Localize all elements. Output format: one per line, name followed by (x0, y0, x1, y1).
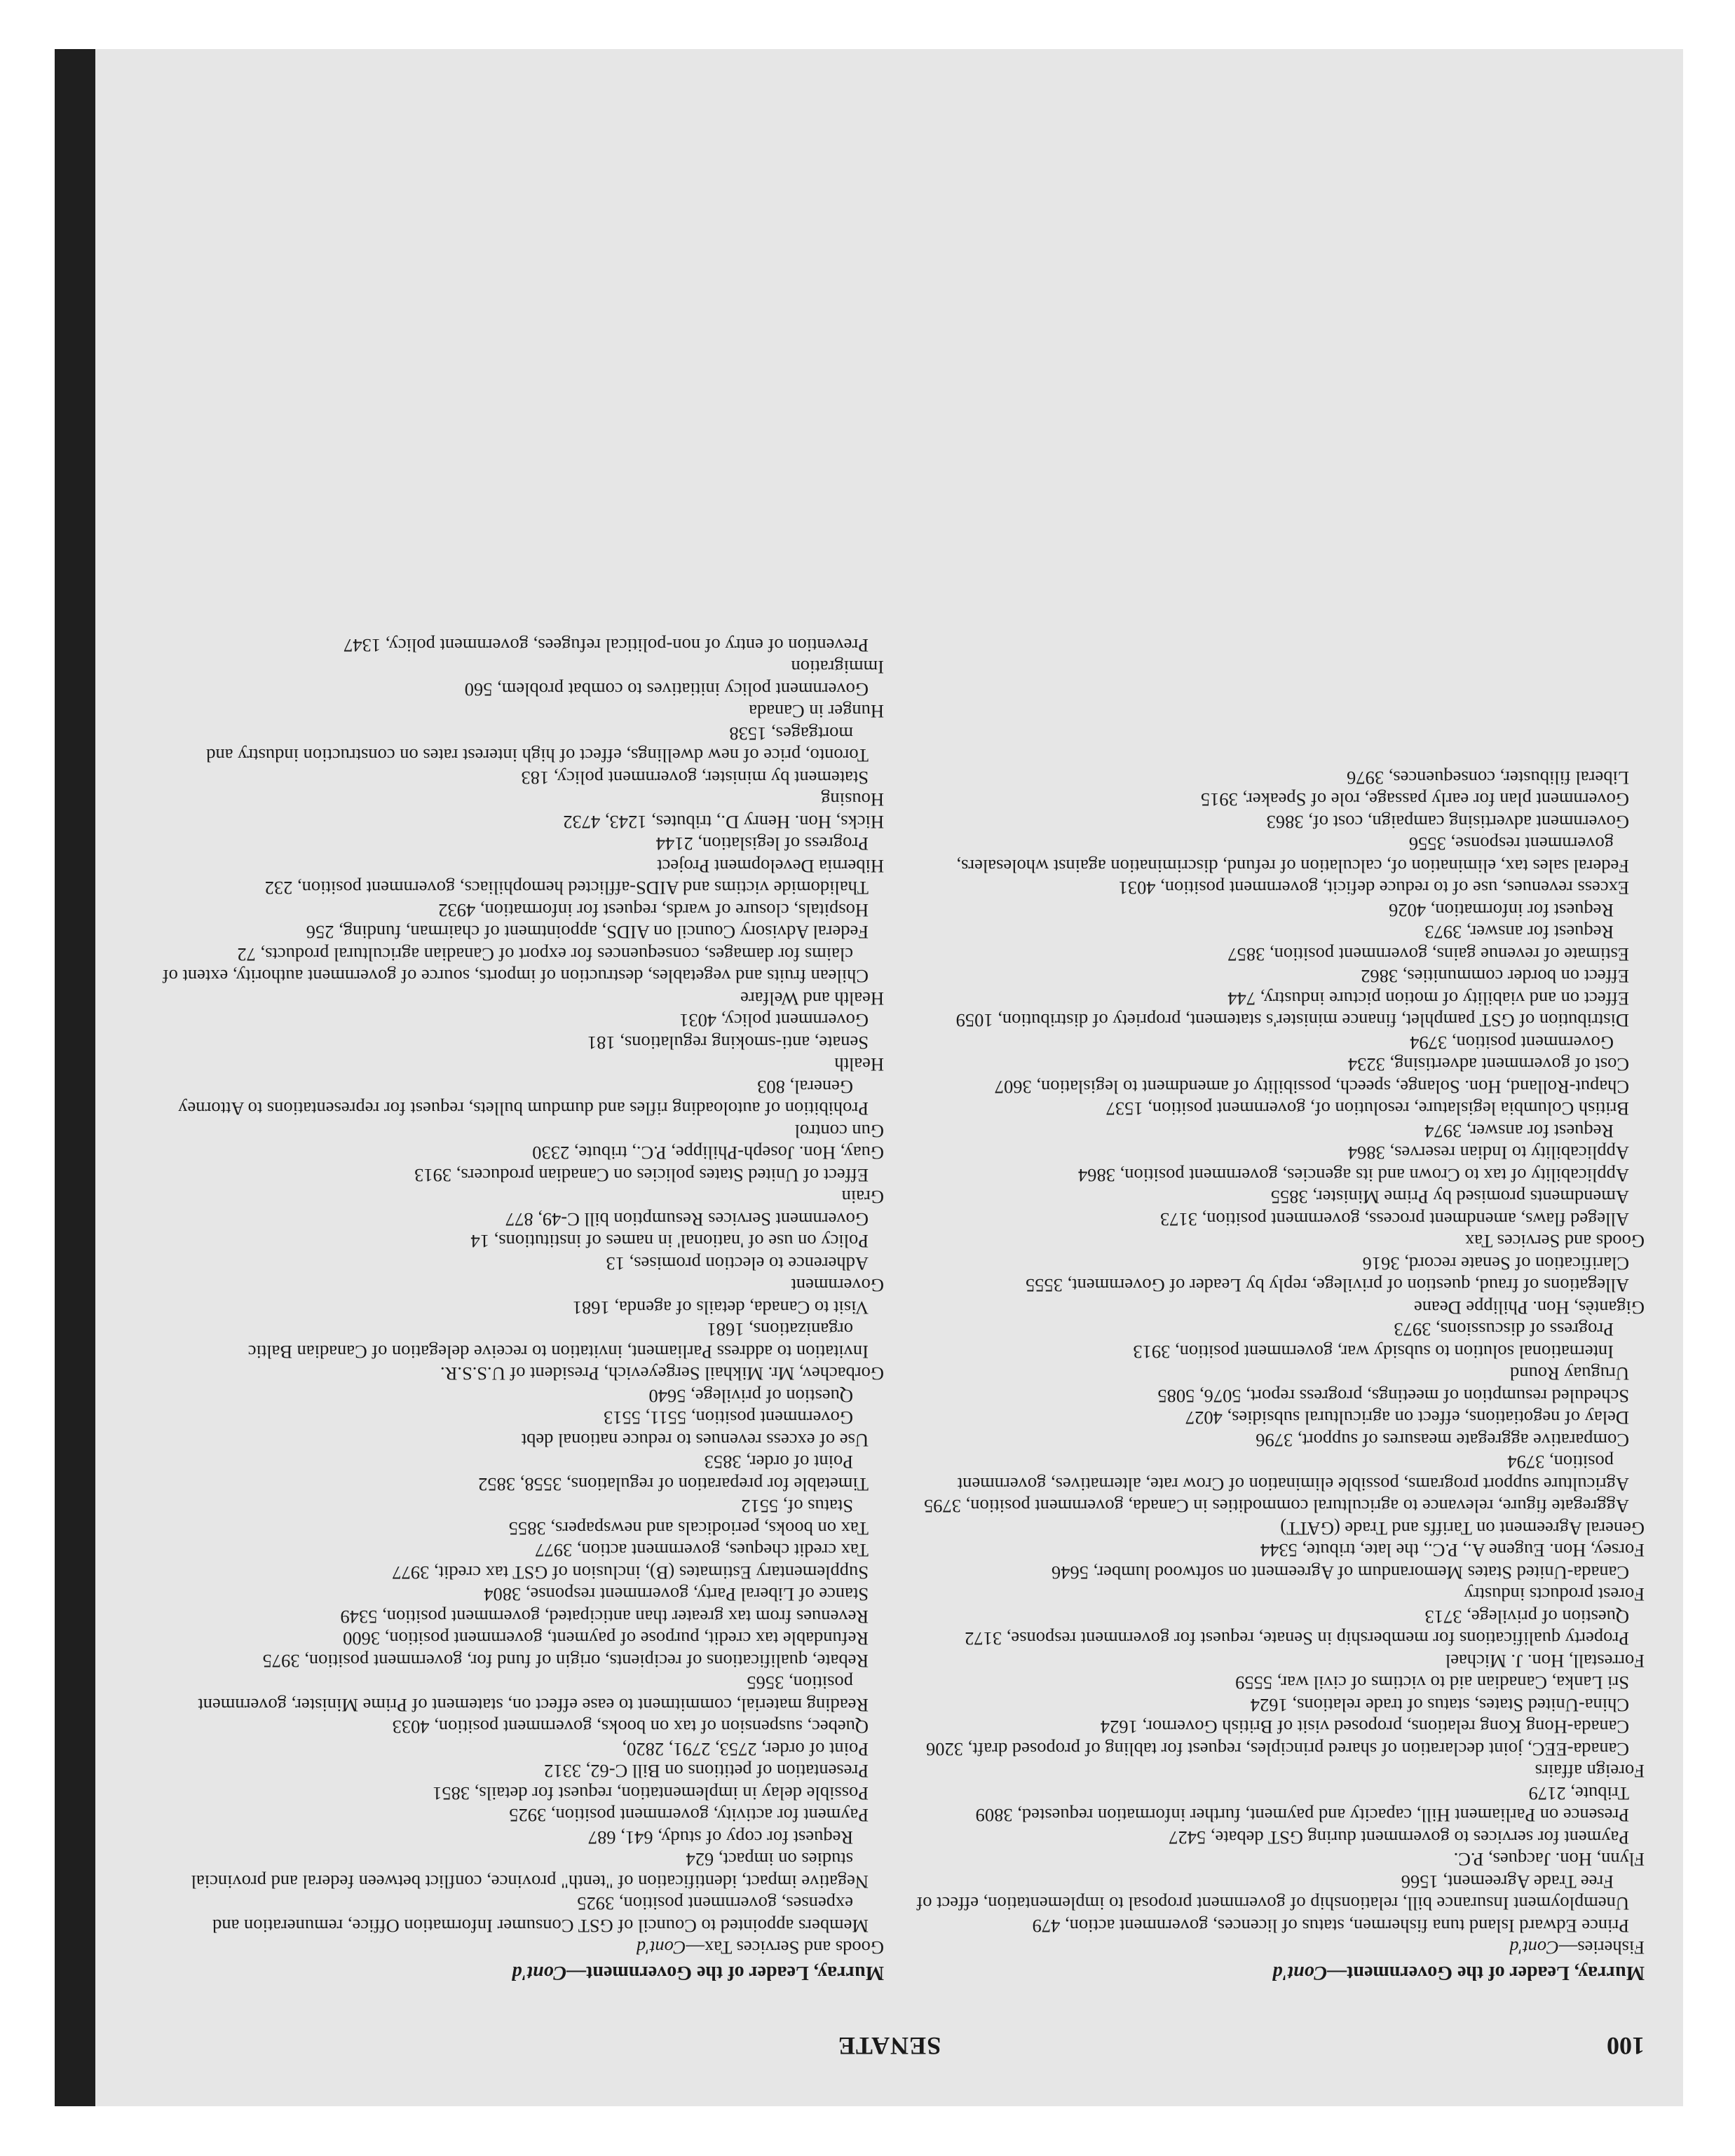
entry-text: Applicability to Indian reserves, 3864 (1347, 1142, 1629, 1164)
index-entry (916, 767, 1645, 789)
entry-text: Prohibition of autoloading rifles and dumdum bullets, request for representations to Attorney General, 803 (178, 1077, 869, 1120)
index-entry (916, 988, 1645, 1010)
entry-text: Tax on books, periodicals and newspapers, 3855 (508, 1518, 869, 1539)
index-entry (155, 921, 884, 943)
entry-text: Reading material, commitment to ease effect on, statement of Prime Minister, government position, 3565 (198, 1672, 869, 1716)
index-entry: Fisheries—Cont'd (1509, 1937, 1645, 1959)
index-entry (155, 1473, 884, 1496)
index-entry (155, 1628, 884, 1650)
index-entry (155, 1716, 884, 1738)
index-entry (155, 1738, 884, 1761)
entry-text: Hospitals, closure of wards, request for information, 4932 (438, 900, 869, 921)
index-entry (916, 1407, 1645, 1429)
entry-text: Housing (821, 789, 884, 811)
index-entry (155, 1804, 884, 1827)
entry-cont: Cont'd (1509, 1937, 1559, 1959)
entry-text: Government plan for early passage, role of Speaker, 3915 (1200, 789, 1629, 811)
entry-text: Hibernia Development Project (657, 856, 884, 877)
index-entry (916, 1628, 1645, 1650)
index-entry (916, 921, 1645, 943)
index-entry (155, 634, 884, 657)
index-entry (155, 1539, 884, 1562)
entry-text: Canada-EEC, joint declaration of shared principles, request for tabling of proposed draft, 3206 (925, 1739, 1629, 1760)
index-entry (916, 1186, 1645, 1208)
entry-text: China-United States, status of trade relations, 1624 (1250, 1695, 1629, 1716)
entry-text: Forrestall, Hon. J. Michael (1445, 1651, 1645, 1672)
entry-text: Applicability of tax to Crown and its agencies, government position, 3864 (1077, 1165, 1629, 1186)
index-entry (155, 1495, 884, 1517)
index-entry (155, 1606, 884, 1628)
entry-cont: Cont'd (637, 1937, 686, 1959)
index-entry (916, 1827, 1645, 1849)
index-entry (916, 1142, 1645, 1164)
index-entry (155, 1032, 884, 1054)
index-entry (155, 855, 884, 878)
index-entry (155, 1562, 884, 1584)
index-entry (155, 1848, 884, 1892)
entry-text: Property qualifications for membership in Senate, request for government response, 3172 (965, 1628, 1629, 1650)
column-heading: Murray, Leader of the Government—Cont'd (512, 1962, 884, 1984)
entry-text: Flynn, Hon. Jacques, P.C. (1453, 1849, 1645, 1871)
entry-text: Presentation of petitions on Bill C-62, 3312 (544, 1761, 869, 1782)
index-entry (916, 1716, 1645, 1738)
entry-text: Alleged flaws, amendment process, government position, 3173 (1160, 1209, 1629, 1230)
index-entry (155, 1318, 884, 1363)
entry-text: Payment for activity, government position, 3925 (509, 1805, 869, 1827)
entry-text: Uruguay Round (1509, 1363, 1629, 1385)
entry-text: Stance of Liberal Party, government response, 3804 (484, 1584, 869, 1606)
index-column-right (155, 634, 884, 1984)
entry-text: General Agreement on Tariffs and Trade (GATT) (1280, 1518, 1645, 1539)
index-entry (916, 1253, 1645, 1275)
index-entry (155, 1672, 884, 1716)
index-entry (155, 678, 884, 701)
index-page-rotated (95, 49, 1683, 2106)
index-entry (916, 1120, 1645, 1142)
entry-text: Refundable tax credit, purpose of payment, government position, 3600 (343, 1628, 869, 1650)
index-entry (916, 1274, 1645, 1297)
heading-text: Murray, Leader of the Government (1347, 1962, 1645, 1984)
entry-text: Presence on Parliament Hill, capacity and payment, further information requested, 3809 (975, 1805, 1629, 1827)
index-entry (916, 1760, 1645, 1782)
entry-text: Request for copy of study, 641, 687 (587, 1827, 853, 1848)
index-entry (916, 1517, 1645, 1540)
entry-text: Tribute, 2179 (1528, 1783, 1629, 1804)
entry-text: Hunger in Canada (749, 701, 884, 723)
index-entry (916, 899, 1645, 922)
entry-text: Agriculture support programs, possible elimination of Crow rate, alternatives, government position, 3794 (957, 1452, 1629, 1495)
index-entry (155, 877, 884, 899)
entry-text: Government position, 5511, 5513 (603, 1407, 853, 1429)
entry-text: Point of order, 3853 (704, 1452, 853, 1473)
index-entry (916, 1451, 1645, 1495)
index-entry (916, 1915, 1645, 1937)
index-entry (916, 1098, 1645, 1120)
column-heading: Murray, Leader of the Government—Cont'd (1272, 1962, 1645, 1984)
index-entry (916, 1297, 1645, 1319)
index-entry (916, 965, 1645, 988)
index-entry (155, 1297, 884, 1319)
index-entry (155, 1363, 884, 1385)
entry-text: Comparative aggregate measures of support, 3796 (1256, 1430, 1629, 1451)
heading-cont-text: Cont'd (512, 1962, 567, 1984)
index-entry (916, 1230, 1645, 1253)
index-entry (155, 1009, 884, 1032)
index-entry (916, 789, 1645, 811)
entry-text: Chaput-Rolland, Hon. Solange, speech, possibility of amendment to legislation, 3607 (994, 1077, 1629, 1098)
index-entry (916, 1053, 1645, 1076)
index-entry (916, 1606, 1645, 1628)
entry-text: Negative impact, identification of "tenth" province, conflict between federal and provincial studies on impact, 624 (191, 1849, 869, 1892)
index-entry (155, 1164, 884, 1187)
entry-text: Effect on and viability of motion picture industry, 744 (1227, 988, 1629, 1009)
entry-text: Question of privilege, 5640 (648, 1386, 853, 1407)
entry-text: Delay of negotiations, effect on agricultural subsidies, 4027 (1185, 1407, 1629, 1429)
entry-text: Point of order, 2753, 2791, 2820, (622, 1739, 869, 1760)
entry-text: Government Services Resumption bill C-49, 877 (505, 1209, 869, 1230)
entry-text: Allegations of fraud, question of privilege, reply by Leader of Government, 3555 (1025, 1275, 1629, 1297)
entry-text: Rebate, qualifications of recipients, origin of fund for, government position, 3975 (262, 1651, 869, 1672)
entry-text: Gigantès, Hon. Philippe Deane (1414, 1297, 1645, 1318)
index-entry (916, 1694, 1645, 1717)
entry-text: Government policy initiatives to combat problem, 560 (464, 679, 869, 700)
entry-text: Health and Welfare (740, 988, 884, 1009)
index-entry (155, 988, 884, 1010)
index-entry (916, 811, 1645, 833)
index-entry (155, 899, 884, 922)
index-entry (155, 943, 884, 988)
entry-text: Hicks, Hon. Henry D., tributes, 1243, 4732 (563, 812, 884, 833)
index-entry (916, 1429, 1645, 1452)
index-entry (155, 1186, 884, 1208)
index-entry (916, 1804, 1645, 1827)
index-entry (155, 1892, 884, 1937)
index-entry (155, 1120, 884, 1142)
entry-text: Progress of discussions, 3973 (1394, 1319, 1614, 1341)
entry-text: Payment for services to government during GST debate, 5427 (1169, 1827, 1629, 1848)
entry-text: Forsey, Hon. Eugene A., P.C., the late, tribute, 5344 (1260, 1540, 1645, 1562)
entry-text: Status of, 5512 (741, 1496, 853, 1517)
entry-text: Government (791, 1275, 884, 1297)
index-entry (155, 700, 884, 723)
entry-text: Tax credit cheques, government action, 3977 (535, 1540, 869, 1562)
entry-text: Federal sales tax, elimination of, calculation of refund, discrimination against wholesalers, government response, 3556 (956, 833, 1629, 877)
entry-text: Possible delay in implementation, request for details, 3851 (433, 1783, 869, 1804)
entry-text: Chilean fruits and vegetables, destruction of imports, source of government authority, extent of claims for damages, consequences for export of Canadian agricultural products, 72 (162, 944, 869, 988)
index-entry (155, 1076, 884, 1120)
index-entry (916, 1782, 1645, 1805)
index-entry (916, 1076, 1645, 1098)
entry-text: Prince Edward Island tuna fishermen, status of licences, government action, 479 (1032, 1916, 1629, 1937)
entry-text: Members appointed to Council of GST Consumer Information Office, remuneration and expenses, government position, 3925 (212, 1893, 869, 1937)
entry-text: Canada-United States Memorandum of Agreement on softwood lumber, 5646 (1052, 1562, 1629, 1583)
index-entry (916, 1385, 1645, 1407)
index-entry (916, 1318, 1645, 1341)
index-entry (155, 1650, 884, 1672)
entry-text: Effect on border communities, 3862 (1361, 966, 1629, 988)
index-column-left (916, 767, 1645, 1984)
entry-text: Excess revenues, use of to reduce deficit, government position, 4031 (1118, 878, 1629, 899)
entry-text: Guay, Hon. Joseph-Philippe, P.C., tribute, 2330 (532, 1142, 884, 1164)
index-entry (155, 1407, 884, 1429)
entry-text: Government position, 3794 (1410, 1032, 1614, 1053)
entry-text: Adherence to election promises, 13 (606, 1253, 869, 1274)
entry-text: Request for answer, 3973 (1424, 922, 1614, 943)
entry-text: Senate, anti-smoking regulations, 181 (587, 1032, 869, 1053)
index-entry (916, 1363, 1645, 1385)
index-entry (916, 1032, 1645, 1054)
entry-text: Grain (841, 1187, 884, 1208)
entry-text: Progress of legislation, 2144 (655, 833, 869, 855)
index-entry (155, 1142, 884, 1164)
entry-text: Health (834, 1054, 884, 1076)
entry-text: Forest products industry (1464, 1584, 1645, 1606)
entry-text: Gun control (794, 1121, 884, 1142)
page-header (95, 2019, 1683, 2061)
entry-text: Distribution of GST pamphlet, finance minister's statement, propriety of distribution, 1059 (955, 1010, 1629, 1032)
entry-text: Goods and Services Tax (705, 1937, 884, 1959)
index-entry (916, 1672, 1645, 1694)
index-entry (916, 1871, 1645, 1915)
index-entry (155, 1760, 884, 1782)
index-entry (155, 789, 884, 811)
index-entry (916, 1583, 1645, 1606)
index-entry (155, 811, 884, 833)
index-entry (155, 1274, 884, 1297)
index-entry (916, 1164, 1645, 1187)
entry-text: Effect of United States policies on Canadian producers, 3913 (414, 1165, 869, 1186)
index-entry (155, 1429, 884, 1452)
entry-text: Policy on use of 'national' in names of institutions, 14 (470, 1231, 869, 1253)
entry-text: Statement by minister, government policy, 183 (521, 767, 869, 789)
index-entry (155, 1517, 884, 1540)
index-entry (916, 1562, 1645, 1584)
entry-text: Clarification of Senate record, 3616 (1362, 1253, 1629, 1274)
page-number: 100 (1607, 2032, 1645, 2060)
index-entry (916, 1650, 1645, 1672)
index-entry (916, 1848, 1645, 1871)
index-entry (155, 656, 884, 678)
index-entry (155, 1782, 884, 1805)
entry-text: Federal Advisory Council on AIDS, appointment of chairman, funding, 256 (306, 922, 869, 943)
index-entry (155, 1451, 884, 1473)
entry-text: Cost of government advertising, 3234 (1347, 1054, 1629, 1076)
index-entry (155, 1230, 884, 1253)
index-entry (155, 1385, 884, 1407)
running-title: SENATE (837, 2032, 941, 2060)
entry-text: Question of privilege, 3713 (1424, 1606, 1629, 1628)
entry-text: Government policy, 4031 (679, 1010, 869, 1032)
index-entry (155, 833, 884, 855)
entry-text: Foreign affairs (1535, 1761, 1645, 1782)
entry-text: Prevention of entry of non-political refugees, government policy, 1347 (343, 635, 869, 656)
scan-binding-edge (55, 49, 95, 2106)
entry-text: Unemployment Insurance bill, relationship of government proposal to implementation, effect of Free Trade Agreement, 1566 (916, 1871, 1629, 1915)
entry-text: Thalidomide victims and AIDS-afflicted hemophiliacs, government position, 232 (264, 878, 869, 899)
entry-text: Revenues from tax greater than anticipated, government position, 5349 (340, 1606, 869, 1628)
index-entry (916, 1738, 1645, 1761)
entry-text: Supplementary Estimates (B), inclusion of GST tax credit, 3977 (392, 1562, 869, 1583)
heading-cont-text: Cont'd (1272, 1962, 1328, 1984)
entry-text: Canada-Hong Kong relations, proposed visit of British Governor, 1624 (1100, 1717, 1629, 1738)
index-entry (155, 1053, 884, 1076)
entry-text: Quebec, suspension of tax on books, government position, 4033 (392, 1717, 869, 1738)
entry-text: Aggregate figure, relevance to agricultural commodities in Canada, government position, 3795 (924, 1496, 1629, 1517)
entry-text: Government advertising campaign, cost of, 3863 (1266, 812, 1629, 833)
entry-text: Request for information, 4026 (1389, 900, 1614, 921)
entry-text: Invitation to address Parliament, invitation to receive delegation of Canadian Baltic organizations, 1681 (247, 1319, 869, 1363)
entry-text: Goods and Services Tax (1465, 1231, 1645, 1253)
index-entry: Goods and Services Tax—Cont'd (637, 1937, 884, 1959)
entry-text: Scheduled resumption of meetings, progress report, 5076, 5085 (1157, 1386, 1629, 1407)
entry-text: Immigration (791, 657, 884, 678)
entry-text: Request for answer, 3974 (1424, 1121, 1614, 1142)
entry-text: Use of excess revenues to reduce national debt (521, 1430, 869, 1451)
index-entry (916, 1341, 1645, 1363)
entry-text: Visit to Canada, details of agenda, 1681 (572, 1297, 869, 1318)
index-entry (916, 943, 1645, 966)
entry-text: Sri Lanka, Canadian aid to victims of civil war, 5559 (1235, 1672, 1629, 1694)
entry-text: Toronto, price of new dwellings, effect of high interest rates on construction industry and mortgages, 1538 (206, 723, 869, 767)
index-entry (916, 1208, 1645, 1231)
index-entry (155, 1583, 884, 1606)
index-entry (916, 1009, 1645, 1032)
entry-text: Liberal filibuster, consequences, 3976 (1347, 767, 1629, 789)
entry-text: Amendments promised by Prime Minister, 3855 (1270, 1187, 1629, 1208)
entry-text: International solution to subsidy war, government position, 3913 (1133, 1342, 1614, 1363)
index-entry (916, 1495, 1645, 1517)
entry-text: Estimate of revenue gains, government position, 3857 (1227, 944, 1629, 965)
entry-text: Fisheries (1577, 1937, 1645, 1959)
index-entry (155, 1208, 884, 1231)
heading-text: Murray, Leader of the Government (586, 1962, 884, 1984)
index-entry (916, 1539, 1645, 1562)
entry-text: Gorbachev, Mr. Mikhail Sergeyevich, President of U.S.S.R. (440, 1363, 884, 1385)
index-entry (916, 877, 1645, 899)
index-entry (916, 833, 1645, 877)
index-entry (155, 723, 884, 767)
entry-text: Timetable for preparation of regulations, 3558, 3852 (478, 1474, 869, 1495)
entry-text: British Columbia legislature, resolution of, government position, 1537 (1105, 1098, 1629, 1120)
index-entry (155, 767, 884, 789)
index-entry (155, 1827, 884, 1849)
index-entry (155, 1253, 884, 1275)
